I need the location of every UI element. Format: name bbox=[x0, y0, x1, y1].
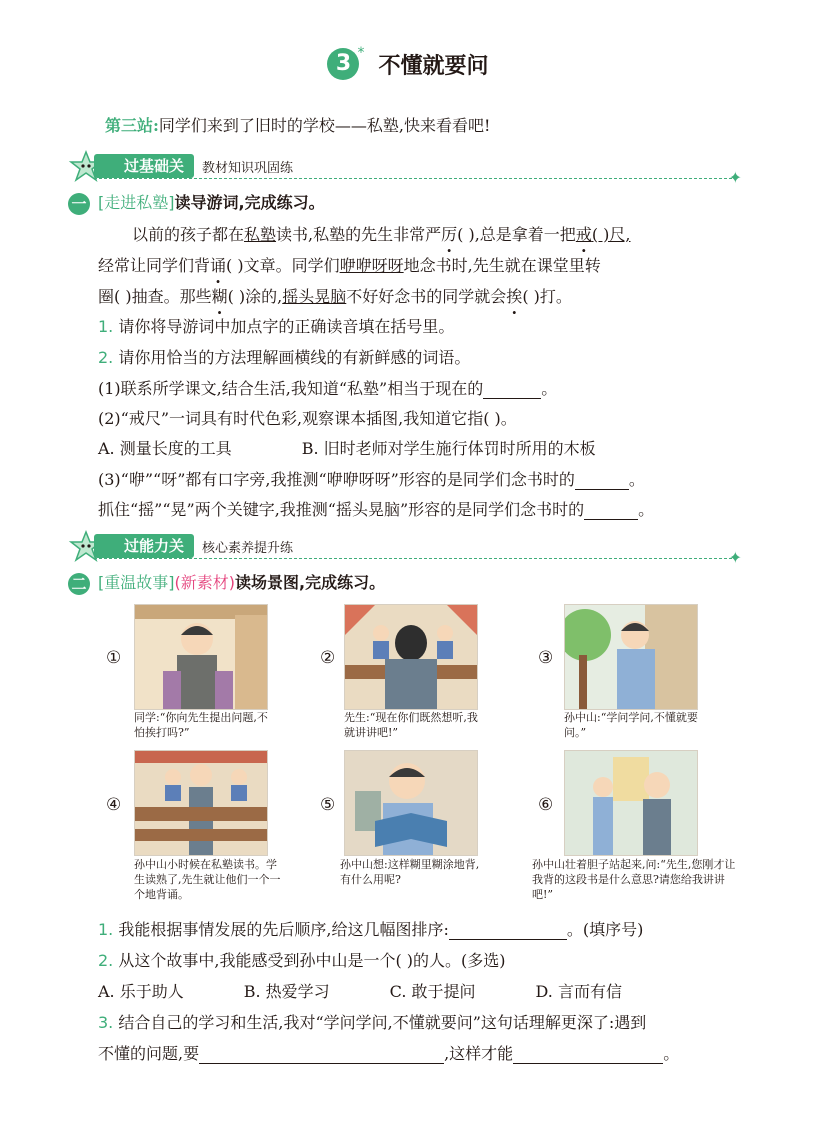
story-question-2-options bbox=[98, 979, 622, 1002]
teacher-illustration bbox=[345, 605, 477, 709]
story-question-2: 2. 从这个故事中,我能感受到孙中山是一个( )的人。(多选) bbox=[98, 951, 506, 970]
panel-caption: 同学:“你向先生提出问题,不怕挨打吗?” bbox=[134, 711, 268, 739]
sparkle-icon: ✦ bbox=[728, 548, 742, 567]
page-title: 不懂就要问 bbox=[378, 53, 489, 79]
answer-blank[interactable] bbox=[584, 500, 638, 520]
question-2-part-1: (1)联系所学课文,结合生活,我知道“私塾”相当于现在的 。 bbox=[98, 379, 558, 398]
question-2: 2. 请你用恰当的方法理解画横线的有新鲜感的词语。 bbox=[98, 348, 471, 367]
band-divider bbox=[94, 178, 732, 179]
question-2-part-3: (3)“咿”“呀”都有口字旁,我推测“咿咿呀呀”形容的是同学们念书时的 。 bbox=[98, 470, 645, 489]
band-divider bbox=[94, 558, 732, 559]
new-material-tag: (新素材) bbox=[174, 573, 235, 592]
panel-caption: 孙中山小时候在私塾读书。学生读熟了,先生就让他们一个一个地背诵。 bbox=[134, 858, 281, 901]
option-a: A. 测量长度的工具 bbox=[98, 439, 232, 458]
dotted-char: 厉 bbox=[441, 225, 458, 244]
band-subtitle: 教材知识巩固练 bbox=[202, 161, 294, 176]
option-d: D. 言而有信 bbox=[535, 982, 622, 1001]
student-illustration bbox=[135, 605, 267, 709]
story-question-3: 3. 结合自己的学习和生活,我对“学问学问,不懂就要问”这句话理解更深了:遇到 bbox=[98, 1013, 647, 1032]
dotted-char: 戒 bbox=[575, 225, 592, 244]
answer-blank[interactable] bbox=[199, 1044, 444, 1064]
panel-caption: 孙中山:“学问学问,不懂就要问。” bbox=[564, 711, 698, 739]
question-2-part-4: 抓住“摇”“晃”两个关键字,我推测“摇头晃脑”形容的是同学们念书时的 。 bbox=[98, 500, 655, 519]
section-band-basic bbox=[66, 150, 746, 187]
panel-label: ① bbox=[106, 648, 122, 668]
station-line bbox=[105, 113, 490, 136]
underlined-word: 摇头晃脑 bbox=[282, 287, 347, 306]
section-number: 一 bbox=[68, 193, 90, 215]
lesson-number-badge: 3 bbox=[327, 48, 359, 80]
option-b: B. 旧时老师对学生施行体罚时所用的木板 bbox=[301, 439, 596, 458]
panel-label: ⑥ bbox=[538, 795, 554, 815]
question-scene-illustration bbox=[565, 751, 697, 855]
question-1: 1. 请你将导游词中加点字的正确读音填在括号里。 bbox=[98, 317, 455, 336]
reading-boy-illustration bbox=[345, 751, 477, 855]
story-question-3-line-2: 不懂的问题,要 ,这样才能 。 bbox=[98, 1044, 680, 1063]
panel-label: ④ bbox=[106, 795, 122, 815]
classroom-illustration bbox=[135, 751, 267, 855]
question-2-part-2: (2)“戒尺”一词具有时代色彩,观察课本插图,我知道它指( )。 bbox=[98, 409, 517, 428]
sun-yat-sen-illustration bbox=[565, 605, 697, 709]
underlined-word: 私塾 bbox=[244, 225, 277, 244]
answer-blank[interactable] bbox=[449, 920, 567, 940]
sparkle-icon: ✦ bbox=[728, 168, 742, 187]
underlined-word: 咿咿呀呀 bbox=[339, 256, 404, 275]
panel-label: ⑤ bbox=[320, 795, 336, 815]
comic-panel-3 bbox=[564, 604, 698, 710]
station-text: 同学们来到了旧时的学校——私塾,快来看看吧! bbox=[158, 116, 491, 135]
band-badge: 过能力关 bbox=[94, 534, 194, 558]
dotted-char: 挨 bbox=[506, 287, 523, 306]
panel-caption: 先生:“现在你们既然想听,我就讲讲吧!” bbox=[344, 711, 478, 739]
story-question-1: 1. 我能根据事情发展的先后顺序,给这几幅图排序: 。(填序号) bbox=[98, 920, 644, 939]
panel-caption: 孙中山壮着胆子站起来,问:“先生,您刚才让我背的这段书是什么意思?请您给我讲讲吧!” bbox=[532, 858, 736, 901]
section-number: 二 bbox=[68, 573, 90, 595]
section-band-ability bbox=[66, 530, 746, 567]
answer-blank[interactable] bbox=[513, 1044, 663, 1064]
section-title: 读导游词,完成练习。 bbox=[174, 193, 325, 212]
dotted-char: 糊 bbox=[211, 287, 228, 306]
band-subtitle: 核心素养提升练 bbox=[202, 541, 294, 556]
comic-panel-5 bbox=[344, 750, 478, 856]
section-heading-1 bbox=[68, 190, 325, 215]
answer-blank[interactable] bbox=[575, 470, 629, 490]
guide-passage: 以前的孩子都在私塾读书,私塾的先生非常严厉( ),总是拿着一把戒( )尺, 经常让同学们背诵( )文章。同学们咿咿呀呀地念书时,先生就在课堂里转 圈( )抽查。那些糊( )涂的,摇头晃脑不好好念书的同学就会挨( )打。 bbox=[98, 225, 631, 306]
comic-panel-4 bbox=[134, 750, 268, 856]
band-badge: 过基础关 bbox=[94, 154, 194, 178]
panel-label: ② bbox=[320, 648, 336, 668]
station-label: 第三站: bbox=[105, 116, 159, 135]
comic-panel-6 bbox=[564, 750, 698, 856]
option-c: C. 敢于提问 bbox=[389, 982, 476, 1001]
section-tag: [重温故事] bbox=[98, 573, 175, 592]
option-a: A. 乐于助人 bbox=[98, 982, 184, 1001]
section-heading-2 bbox=[68, 570, 385, 595]
lesson-marker: * bbox=[357, 44, 365, 61]
panel-caption: 孙中山想:这样糊里糊涂地背,有什么用呢? bbox=[340, 858, 480, 886]
answer-blank[interactable] bbox=[483, 379, 541, 399]
section-tag: [走进私塾] bbox=[98, 193, 175, 212]
question-2-options bbox=[98, 436, 596, 459]
option-b: B. 热爱学习 bbox=[243, 982, 330, 1001]
panel-label: ③ bbox=[538, 648, 554, 668]
comic-panel-2 bbox=[344, 604, 478, 710]
dotted-char: 诵 bbox=[210, 256, 227, 275]
section-title: 读场景图,完成练习。 bbox=[235, 573, 386, 592]
lesson-header bbox=[0, 44, 816, 80]
comic-panel-1 bbox=[134, 604, 268, 710]
